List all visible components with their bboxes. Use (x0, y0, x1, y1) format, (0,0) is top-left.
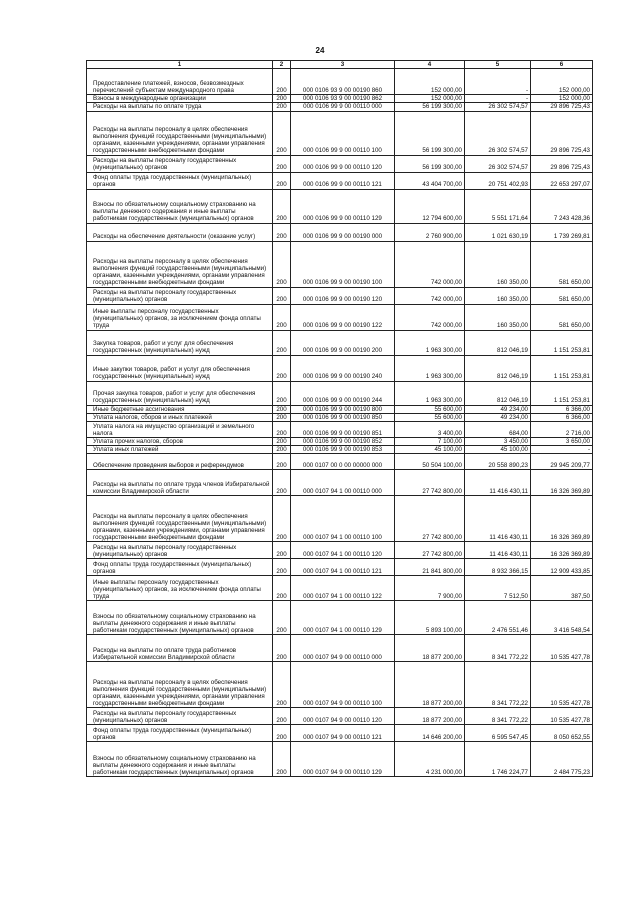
row-budget-code: 000 0107 94 9 00 00110 120 (291, 708, 395, 725)
row-name: Взносы в международные организации (87, 95, 273, 103)
row-approved-amount: 2 760 900,00 (395, 223, 465, 241)
row-name: Иные выплаты персоналу государственных (муниципальных) органов, за исключением фонда оплаты труда (87, 304, 273, 330)
row-unexecuted-amount: 6 366,00 (531, 413, 593, 421)
row-approved-amount: 18 877 200,00 (395, 708, 465, 725)
row-budget-code: 000 0107 94 9 00 00110 000 (291, 635, 395, 662)
row-budget-code: 000 0107 00 0 00 00000 000 (291, 454, 395, 470)
table-row (87, 601, 593, 635)
row-executed-amount: 160 350,00 (465, 287, 531, 304)
row-budget-code: 000 0107 94 1 00 00110 129 (291, 601, 395, 635)
row-executed-amount: - (465, 95, 531, 103)
row-unexecuted-amount: 29 896 725,43 (531, 111, 593, 155)
row-unexecuted-amount: 387,50 (531, 576, 593, 601)
row-code: 200 (273, 413, 291, 421)
row-unexecuted-amount: 12 909 433,85 (531, 559, 593, 576)
row-unexecuted-amount: 2 484 775,23 (531, 742, 593, 777)
table-row (87, 454, 593, 470)
row-budget-code: 000 0106 99 9 00 00190 850 (291, 413, 395, 421)
row-name: Фонд оплаты труда государственных (муниципальных) органов (87, 172, 273, 189)
row-name: Расходы на выплаты персоналу в целях обеспечения выполнения функций государственными (муниципальными) органами, казенными учреждениями, органами управления государственными внебюджетными фондами (87, 111, 273, 155)
column-number-5: 5 (465, 61, 531, 69)
row-budget-code: 000 0107 94 1 00 00110 000 (291, 470, 395, 496)
row-approved-amount: 12 794 600,00 (395, 189, 465, 223)
row-approved-amount: 3 400,00 (395, 422, 465, 438)
row-name: Прочая закупка товаров, работ и услуг для обеспечения государственных (муниципальных) нужд (87, 381, 273, 405)
row-approved-amount: 742 000,00 (395, 287, 465, 304)
row-executed-amount: 160 350,00 (465, 241, 531, 287)
row-unexecuted-amount: 1 151 253,81 (531, 355, 593, 381)
table-row (87, 470, 593, 496)
row-budget-code: 000 0107 94 1 00 00110 121 (291, 559, 395, 576)
row-budget-code: 000 0107 94 9 00 00110 129 (291, 742, 395, 777)
row-executed-amount: 6 595 547,45 (465, 725, 531, 742)
row-code: 200 (273, 405, 291, 413)
row-unexecuted-amount: 10 535 427,78 (531, 708, 593, 725)
row-budget-code: 000 0106 99 9 00 00110 121 (291, 172, 395, 189)
row-code: 200 (273, 559, 291, 576)
table-row (87, 635, 593, 662)
table-row (87, 103, 593, 111)
row-executed-amount: 20 558 890,23 (465, 454, 531, 470)
table-row (87, 542, 593, 559)
row-code: 200 (273, 438, 291, 446)
row-unexecuted-amount: 2 716,00 (531, 422, 593, 438)
column-number-1: 1 (87, 61, 273, 69)
row-code: 200 (273, 111, 291, 155)
row-unexecuted-amount: 152 000,00 (531, 69, 593, 95)
row-name: Расходы на обеспечение деятельности (оказание услуг) (87, 223, 273, 241)
page-number: 24 (315, 46, 325, 55)
row-executed-amount: 11 416 430,11 (465, 470, 531, 496)
row-name: Иные выплаты персоналу государственных (муниципальных) органов, за исключением фонда оплаты труда (87, 576, 273, 601)
row-unexecuted-amount: 29 945 209,77 (531, 454, 593, 470)
row-unexecuted-amount: 16 326 369,89 (531, 496, 593, 542)
row-name: Фонд оплаты труда государственных (муниципальных) органов (87, 725, 273, 742)
row-executed-amount: 684,00 (465, 422, 531, 438)
row-code: 200 (273, 381, 291, 405)
table-row (87, 111, 593, 155)
table-row (87, 241, 593, 287)
row-unexecuted-amount: - (531, 446, 593, 454)
row-unexecuted-amount: 1 739 269,81 (531, 223, 593, 241)
row-approved-amount: 4 231 000,00 (395, 742, 465, 777)
table-row (87, 496, 593, 542)
row-code: 200 (273, 241, 291, 287)
row-code: 200 (273, 662, 291, 708)
row-approved-amount: 56 199 300,00 (395, 103, 465, 111)
row-budget-code: 000 0106 99 9 00 00110 100 (291, 111, 395, 155)
row-budget-code: 000 0106 99 9 00 00190 120 (291, 287, 395, 304)
row-name: Взносы по обязательному социальному страхованию на выплаты денежного содержания и иные выплаты работникам государственных (муниципальных) органов (87, 601, 273, 635)
row-budget-code: 000 0106 99 9 00 00190 100 (291, 241, 395, 287)
row-approved-amount: 7 100,00 (395, 438, 465, 446)
row-approved-amount: 50 504 100,00 (395, 454, 465, 470)
table-row (87, 405, 593, 413)
row-code: 200 (273, 496, 291, 542)
row-unexecuted-amount: 7 243 428,36 (531, 189, 593, 223)
row-code: 200 (273, 635, 291, 662)
row-name: Расходы на выплаты персоналу в целях обеспечения выполнения функций государственными (муниципальными) органами, казенными учреждениями, органами управления государственными внебюджетными фондами (87, 496, 273, 542)
table-row (87, 422, 593, 438)
row-executed-amount: 8 932 366,15 (465, 559, 531, 576)
row-executed-amount: 5 551 171,64 (465, 189, 531, 223)
row-budget-code: 000 0106 99 9 00 00110 129 (291, 189, 395, 223)
row-executed-amount: 26 302 574,57 (465, 155, 531, 172)
row-unexecuted-amount: 1 151 253,81 (531, 330, 593, 355)
row-code: 200 (273, 189, 291, 223)
row-unexecuted-amount: 29 896 725,43 (531, 103, 593, 111)
row-executed-amount: - (465, 69, 531, 95)
row-approved-amount: 55 600,00 (395, 413, 465, 421)
row-budget-code: 000 0106 99 9 00 00110 000 (291, 103, 395, 111)
row-executed-amount: 8 341 772,22 (465, 662, 531, 708)
row-approved-amount: 742 000,00 (395, 241, 465, 287)
column-number-4: 4 (395, 61, 465, 69)
row-code: 200 (273, 223, 291, 241)
table-row (87, 287, 593, 304)
row-unexecuted-amount: 16 326 369,89 (531, 542, 593, 559)
row-budget-code: 000 0106 93 9 00 00190 860 (291, 69, 395, 95)
table-row (87, 576, 593, 601)
row-name: Расходы на выплаты по оплате труда (87, 103, 273, 111)
row-executed-amount: 49 234,00 (465, 405, 531, 413)
row-code: 200 (273, 95, 291, 103)
column-number-3: 3 (291, 61, 395, 69)
row-approved-amount: 56 199 300,00 (395, 155, 465, 172)
row-budget-code: 000 0106 99 9 00 00190 853 (291, 446, 395, 454)
row-code: 200 (273, 330, 291, 355)
row-approved-amount: 27 742 800,00 (395, 470, 465, 496)
row-unexecuted-amount: 8 050 652,55 (531, 725, 593, 742)
row-approved-amount: 55 600,00 (395, 405, 465, 413)
row-approved-amount: 45 100,00 (395, 446, 465, 454)
row-name: Расходы на выплаты персоналу в целях обеспечения выполнения функций государственными (муниципальными) органами, казенными учреждениями, органами управления государственными внебюджетными фондами (87, 241, 273, 287)
row-name: Расходы на выплаты персоналу государственных (муниципальных) органов (87, 155, 273, 172)
table-row (87, 330, 593, 355)
row-name: Уплата прочих налогов, сборов (87, 438, 273, 446)
row-approved-amount: 18 877 200,00 (395, 635, 465, 662)
row-code: 200 (273, 470, 291, 496)
row-code: 200 (273, 69, 291, 95)
row-executed-amount: 812 046,19 (465, 330, 531, 355)
row-executed-amount: 812 046,19 (465, 355, 531, 381)
row-unexecuted-amount: 581 650,00 (531, 287, 593, 304)
row-budget-code: 000 0107 94 1 00 00110 120 (291, 542, 395, 559)
row-code: 200 (273, 103, 291, 111)
row-approved-amount: 5 893 100,00 (395, 601, 465, 635)
row-budget-code: 000 0106 99 9 00 00190 851 (291, 422, 395, 438)
row-code: 200 (273, 304, 291, 330)
row-executed-amount: 812 046,19 (465, 381, 531, 405)
row-code: 200 (273, 601, 291, 635)
row-unexecuted-amount: 3 650,00 (531, 438, 593, 446)
row-unexecuted-amount: 29 896 725,43 (531, 155, 593, 172)
table-row (87, 304, 593, 330)
row-executed-amount: 8 341 772,22 (465, 708, 531, 725)
table-row (87, 662, 593, 708)
row-code: 200 (273, 355, 291, 381)
row-budget-code: 000 0107 94 1 00 00110 100 (291, 496, 395, 542)
row-approved-amount: 1 963 300,00 (395, 330, 465, 355)
row-name: Уплата налогов, сборов и иных платежей (87, 413, 273, 421)
row-approved-amount: 152 000,00 (395, 95, 465, 103)
table-row (87, 155, 593, 172)
row-executed-amount: 26 302 574,57 (465, 103, 531, 111)
row-unexecuted-amount: 6 366,00 (531, 405, 593, 413)
row-approved-amount: 742 000,00 (395, 304, 465, 330)
table-row (87, 381, 593, 405)
table-row (87, 725, 593, 742)
row-name: Расходы на выплаты персоналу государственных (муниципальных) органов (87, 708, 273, 725)
row-budget-code: 000 0107 94 9 00 00110 100 (291, 662, 395, 708)
row-code: 200 (273, 446, 291, 454)
row-budget-code: 000 0106 99 9 00 00190 200 (291, 330, 395, 355)
row-approved-amount: 27 742 800,00 (395, 542, 465, 559)
row-name: Уплата налога на имущество организаций и земельного налога (87, 422, 273, 438)
row-code: 200 (273, 742, 291, 777)
row-unexecuted-amount: 10 535 427,78 (531, 635, 593, 662)
table-row (87, 742, 593, 777)
row-code: 200 (273, 576, 291, 601)
column-number-6: 6 (531, 61, 593, 69)
table-row (87, 223, 593, 241)
table-row (87, 355, 593, 381)
row-budget-code: 000 0106 93 9 00 00190 862 (291, 95, 395, 103)
row-approved-amount: 152 000,00 (395, 69, 465, 95)
row-approved-amount: 1 963 300,00 (395, 381, 465, 405)
row-approved-amount: 43 404 700,00 (395, 172, 465, 189)
row-name: Расходы на выплаты по оплате труда членов Избирательной комиссии Владимирской области (87, 470, 273, 496)
row-unexecuted-amount: 3 416 548,54 (531, 601, 593, 635)
table-row (87, 172, 593, 189)
table-row (87, 446, 593, 454)
table-row (87, 95, 593, 103)
row-executed-amount: 11 416 430,11 (465, 496, 531, 542)
row-budget-code: 000 0107 94 9 00 00110 121 (291, 725, 395, 742)
row-code: 200 (273, 708, 291, 725)
row-name: Взносы по обязательному социальному страхованию на выплаты денежного содержания и иные выплаты работникам государственных (муниципальных) органов (87, 189, 273, 223)
row-code: 200 (273, 172, 291, 189)
expenditure-table (86, 60, 593, 777)
row-approved-amount: 56 199 300,00 (395, 111, 465, 155)
row-executed-amount: 45 100,00 (465, 446, 531, 454)
row-code: 200 (273, 287, 291, 304)
row-name: Иные бюджетные ассигнования (87, 405, 273, 413)
row-code: 200 (273, 155, 291, 172)
row-unexecuted-amount: 581 650,00 (531, 304, 593, 330)
row-name: Фонд оплаты труда государственных (муниципальных) органов (87, 559, 273, 576)
column-number-2: 2 (273, 61, 291, 69)
row-approved-amount: 27 742 800,00 (395, 496, 465, 542)
row-approved-amount: 21 841 800,00 (395, 559, 465, 576)
column-number-row (87, 61, 593, 69)
row-approved-amount: 18 877 200,00 (395, 662, 465, 708)
row-executed-amount: 20 751 402,93 (465, 172, 531, 189)
row-unexecuted-amount: 1 151 253,81 (531, 381, 593, 405)
row-code: 200 (273, 725, 291, 742)
row-executed-amount: 7 512,50 (465, 576, 531, 601)
row-budget-code: 000 0106 99 9 00 00190 852 (291, 438, 395, 446)
table-row (87, 559, 593, 576)
table-row (87, 413, 593, 421)
row-executed-amount: 160 350,00 (465, 304, 531, 330)
table-row (87, 69, 593, 95)
row-code: 200 (273, 454, 291, 470)
table-row (87, 438, 593, 446)
row-code: 200 (273, 542, 291, 559)
row-name: Расходы на выплаты персоналу в целях обеспечения выполнения функций государственными (муниципальными) органами, казенными учреждениями, органами управления государственными внебюджетными фондами (87, 662, 273, 708)
row-approved-amount: 1 963 300,00 (395, 355, 465, 381)
row-budget-code: 000 0106 99 9 00 00110 120 (291, 155, 395, 172)
row-executed-amount: 3 450,00 (465, 438, 531, 446)
row-budget-code: 000 0106 99 9 00 00190 240 (291, 355, 395, 381)
row-executed-amount: 2 476 551,46 (465, 601, 531, 635)
row-executed-amount: 11 416 430,11 (465, 542, 531, 559)
row-budget-code: 000 0106 99 9 00 00190 244 (291, 381, 395, 405)
row-budget-code: 000 0106 99 9 00 00190 000 (291, 223, 395, 241)
row-name: Уплата иных платежей (87, 446, 273, 454)
row-budget-code: 000 0107 94 1 00 00110 122 (291, 576, 395, 601)
row-name: Обеспечение проведения выборов и референдумов (87, 454, 273, 470)
row-budget-code: 000 0106 99 9 00 00190 122 (291, 304, 395, 330)
row-unexecuted-amount: 22 653 297,07 (531, 172, 593, 189)
table-row (87, 189, 593, 223)
row-name: Расходы на выплаты персоналу государственных (муниципальных) органов (87, 287, 273, 304)
row-unexecuted-amount: 152 000,00 (531, 95, 593, 103)
row-unexecuted-amount: 10 535 427,78 (531, 662, 593, 708)
row-unexecuted-amount: 581 650,00 (531, 241, 593, 287)
row-name: Расходы на выплаты по оплате труда работников Избирательной комиссии Владимирской области (87, 635, 273, 662)
table-body (87, 69, 593, 777)
row-budget-code: 000 0106 99 9 00 00190 800 (291, 405, 395, 413)
row-executed-amount: 26 302 574,57 (465, 111, 531, 155)
row-approved-amount: 7 900,00 (395, 576, 465, 601)
row-name: Взносы по обязательному социальному страхованию на выплаты денежного содержания и иные выплаты работникам государственных (муниципальных) органов (87, 742, 273, 777)
row-unexecuted-amount: 16 326 369,89 (531, 470, 593, 496)
row-name: Предоставление платежей, взносов, безвозмездных перечислений субъектам международного права (87, 69, 273, 95)
row-executed-amount: 1 021 630,19 (465, 223, 531, 241)
row-code: 200 (273, 422, 291, 438)
row-name: Иные закупки товаров, работ и услуг для обеспечения государственных (муниципальных) нужд (87, 355, 273, 381)
table-row (87, 708, 593, 725)
row-executed-amount: 8 341 772,22 (465, 635, 531, 662)
row-name: Закупка товаров, работ и услуг для обеспечения государственных (муниципальных) нужд (87, 330, 273, 355)
row-executed-amount: 49 234,00 (465, 413, 531, 421)
row-executed-amount: 1 746 224,77 (465, 742, 531, 777)
row-approved-amount: 14 646 200,00 (395, 725, 465, 742)
row-name: Расходы на выплаты персоналу государственных (муниципальных) органов (87, 542, 273, 559)
